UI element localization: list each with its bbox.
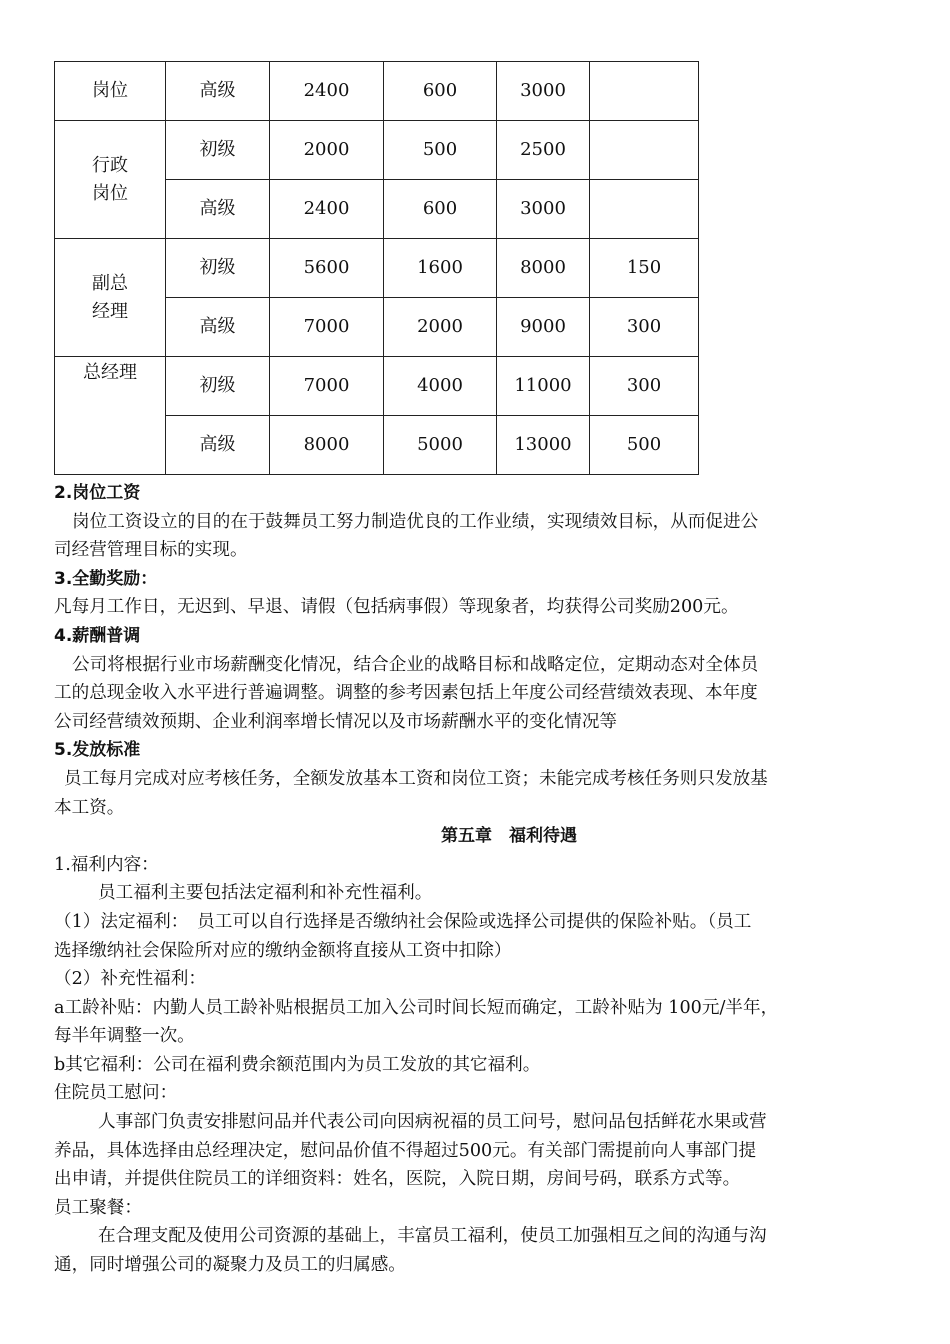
value-cell: 1600 [384,239,497,298]
position-cell: 副总 经理 [55,239,166,357]
value-cell: 3000 [497,62,590,121]
position-cell: 岗位 [55,62,166,121]
level-cell: 高级 [166,180,270,239]
paragraph-line: 司经营管理目标的实现。 [54,540,248,561]
paragraph-line: 本工资。 [54,797,125,818]
section-heading: 住院员工慰问： [54,1083,178,1104]
table-row [55,121,699,180]
value-cell: 9000 [497,298,590,357]
paragraph-line: 凡每月工作日，无迟到、早退、请假（包括病事假）等现象者，均获得公司奖励200元。 [54,597,739,618]
position-cell: 总经理 [55,357,166,475]
section-heading: 5.发放标准 [54,740,141,761]
level-cell: 初级 [166,121,270,180]
paragraph-line: 在合理支配及使用公司资源的基础上，丰富员工福利，使员工加强相互之间的沟通与沟 [98,1226,767,1247]
value-cell: 2400 [270,62,384,121]
paragraph-line: 养品，具体选择由总经理决定，慰问品价值不得超过500元。有关部门需提前向人事部门提 [54,1140,757,1161]
section-heading: 4.薪酬普调 [54,625,141,646]
value-cell: 8000 [497,239,590,298]
level-cell: 初级 [166,239,270,298]
table-row [55,357,699,416]
position-cell: 行政 岗位 [55,121,166,239]
paragraph-line: 每半年调整一次。 [54,1026,195,1047]
section-heading: 员工聚餐： [54,1197,142,1218]
value-cell: 150 [590,239,699,298]
section-heading: 3.全勤奖励： [54,568,158,589]
paragraph-line: 通，同时增强公司的凝聚力及员工的归属感。 [54,1255,406,1276]
paragraph-line: 岗位工资设立的目的在于鼓舞员工努力制造优良的工作业绩，实现绩效目标，从而促进公 [72,511,759,532]
value-cell [590,180,699,239]
level-cell: 高级 [166,298,270,357]
value-cell: 4000 [384,357,497,416]
value-cell: 11000 [497,357,590,416]
paragraph-line: 人事部门负责安排慰问品并代表公司向因病祝福的员工问号，慰问品包括鲜花水果或营 [98,1112,767,1133]
paragraph-line: a工龄补贴：内勤人员工龄补贴根据员工加入公司时间长短而确定，工龄补贴为 100元/半年， [54,997,779,1018]
table-row [55,239,699,298]
value-cell: 2500 [497,121,590,180]
value-cell: 300 [590,357,699,416]
paragraph-line: 出申请，并提供住院员工的详细资料：姓名，医院，入院日期，房间号码，联系方式等。 [54,1169,741,1190]
value-cell [590,121,699,180]
value-cell: 600 [384,62,497,121]
section-heading: 2.岗位工资 [54,483,141,503]
paragraph-line: 工的总现金收入水平进行普遍调整。调整的参考因素包括上年度公司经营绩效表现、本年度 [54,683,758,704]
paragraph-line: 员工每月完成对应考核任务，全额发放基本工资和岗位工资；未能完成考核任务则只发放基 [64,768,768,789]
level-cell: 初级 [166,357,270,416]
value-cell: 5000 [384,416,497,475]
paragraph-line: （2）补充性福利： [54,969,206,990]
value-cell: 13000 [497,416,590,475]
value-cell [590,62,699,121]
paragraph-line: （1）法定福利： 员工可以自行选择是否缴纳社会保险或选择公司提供的保险补贴。（员工 [54,911,752,932]
value-cell: 2000 [384,298,497,357]
value-cell: 7000 [270,357,384,416]
value-cell: 3000 [497,180,590,239]
paragraph-line: 公司经营绩效预期、企业利润率增长情况以及市场薪酬水平的变化情况等 [54,711,618,732]
section-heading: 1.福利内容： [54,854,159,875]
value-cell: 600 [384,180,497,239]
document-body [54,479,904,1280]
value-cell: 500 [590,416,699,475]
chapter-title: 第五章 福利待遇 [441,826,577,847]
level-cell: 高级 [166,62,270,121]
value-cell: 500 [384,121,497,180]
table-row [55,62,699,121]
value-cell: 8000 [270,416,384,475]
value-cell: 2400 [270,180,384,239]
paragraph-line: 选择缴纳社会保险所对应的缴纳金额将直接从工资中扣除） [54,940,512,961]
paragraph-line: 员工福利主要包括法定福利和补充性福利。 [98,883,433,904]
value-cell: 2000 [270,121,384,180]
level-cell: 高级 [166,416,270,475]
value-cell: 300 [590,298,699,357]
salary-table [54,61,699,475]
value-cell: 7000 [270,298,384,357]
value-cell: 5600 [270,239,384,298]
paragraph-line: 公司将根据行业市场薪酬变化情况，结合企业的战略目标和战略定位，定期动态对全体员 [72,654,759,675]
paragraph-line: b其它福利：公司在福利费余额范围内为员工发放的其它福利。 [54,1054,541,1075]
